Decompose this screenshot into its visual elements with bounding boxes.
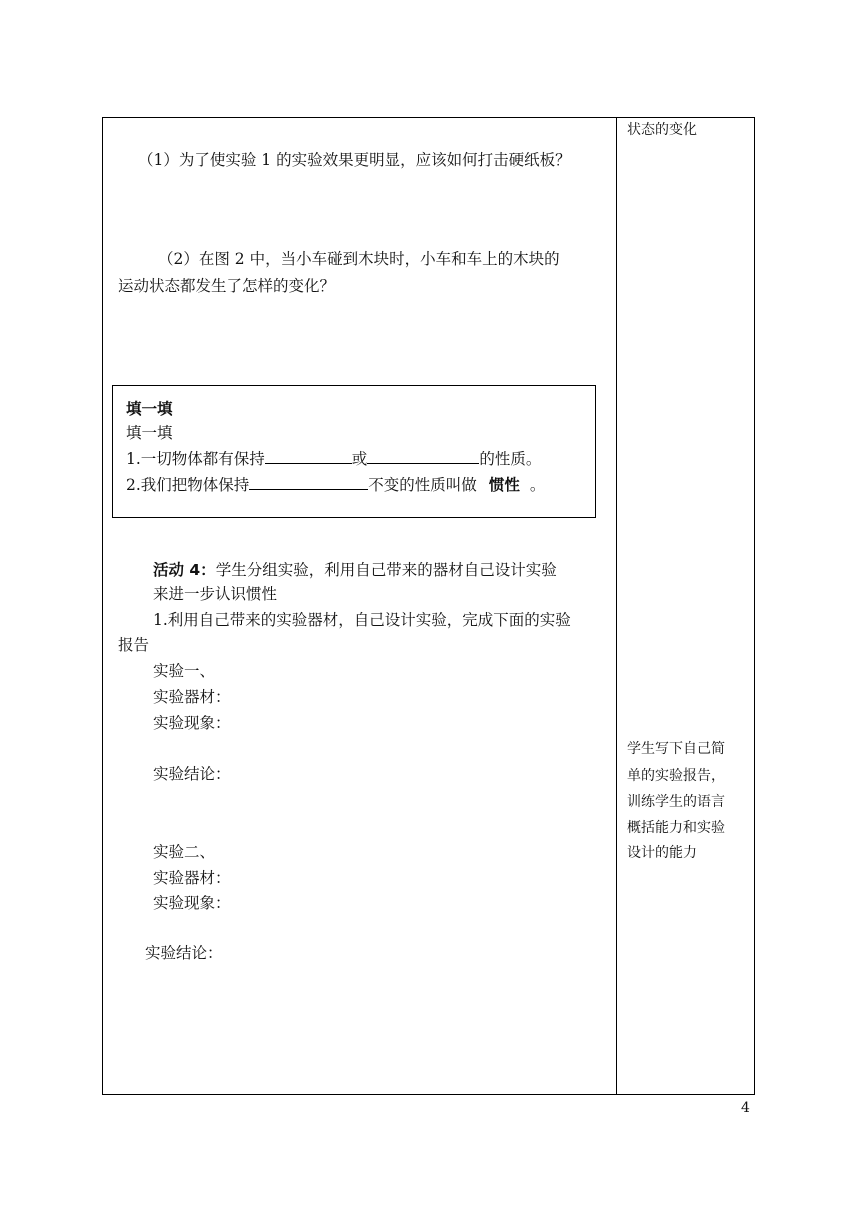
fill-item-2-text-a: 2.我们把物体保持 xyxy=(126,476,250,494)
fill-item-2-text-b: 不变的性质叫做 xyxy=(368,476,477,494)
fill-blank-1[interactable] xyxy=(265,448,352,464)
fill-box-title: 填一填 xyxy=(126,400,173,418)
fill-blank-3[interactable] xyxy=(249,474,368,490)
activity-line-1 xyxy=(153,560,557,580)
question-2-line-2: 运动状态都发生了怎样的变化？ xyxy=(118,277,336,295)
fill-item-1 xyxy=(126,448,541,469)
side-note-line-5: 设计的能力 xyxy=(627,845,697,861)
fill-box-subtitle: 填一填 xyxy=(126,424,173,442)
fill-blank-2[interactable] xyxy=(367,448,479,464)
side-note-line-4: 概括能力和实验 xyxy=(627,820,725,836)
activity-label: 活动 4： xyxy=(153,561,216,579)
page-number: 4 xyxy=(741,1100,750,1116)
experiment-2-materials: 实验器材： xyxy=(153,869,231,887)
experiment-1-phenomenon: 实验现象： xyxy=(153,714,231,732)
question-1: （1）为了使实验 1 的实验效果更明显，应该如何打击硬纸板？ xyxy=(138,151,571,169)
experiment-1-title: 实验一、 xyxy=(153,662,216,680)
fill-item-2 xyxy=(126,474,545,495)
fill-item-1-text-c: 的性质。 xyxy=(479,450,542,468)
experiment-1-materials: 实验器材： xyxy=(153,688,231,706)
fill-item-1-text-a: 1.一切物体都有保持 xyxy=(126,450,265,468)
fill-item-1-text-b: 或 xyxy=(351,450,368,468)
activity-task-line-2: 报告 xyxy=(118,636,150,654)
activity-task-line-1: 1.利用自己带来的实验器材，自己设计实验，完成下面的实验 xyxy=(153,611,571,629)
fill-item-2-end: 。 xyxy=(529,476,546,494)
side-note-line-3: 训练学生的语言 xyxy=(627,794,725,810)
side-note-line-1: 学生写下自己简 xyxy=(627,741,725,757)
experiment-2-phenomenon: 实验现象： xyxy=(153,894,231,912)
activity-text-1: 学生分组实验，利用自己带来的器材自己设计实验 xyxy=(215,561,557,579)
column-divider xyxy=(616,117,617,1095)
experiment-2-conclusion: 实验结论： xyxy=(145,944,223,962)
experiment-2-title: 实验二、 xyxy=(153,843,216,861)
experiment-1-conclusion: 实验结论： xyxy=(153,765,231,783)
side-note-top: 状态的变化 xyxy=(627,122,697,138)
side-note-line-2: 单的实验报告， xyxy=(627,768,725,784)
activity-line-2: 来进一步认识惯性 xyxy=(153,585,278,603)
fill-item-2-term: 惯性 xyxy=(488,476,520,494)
question-2-line-1: （2）在图 2 中，当小车碰到木块时，小车和车上的木块的 xyxy=(158,250,560,268)
